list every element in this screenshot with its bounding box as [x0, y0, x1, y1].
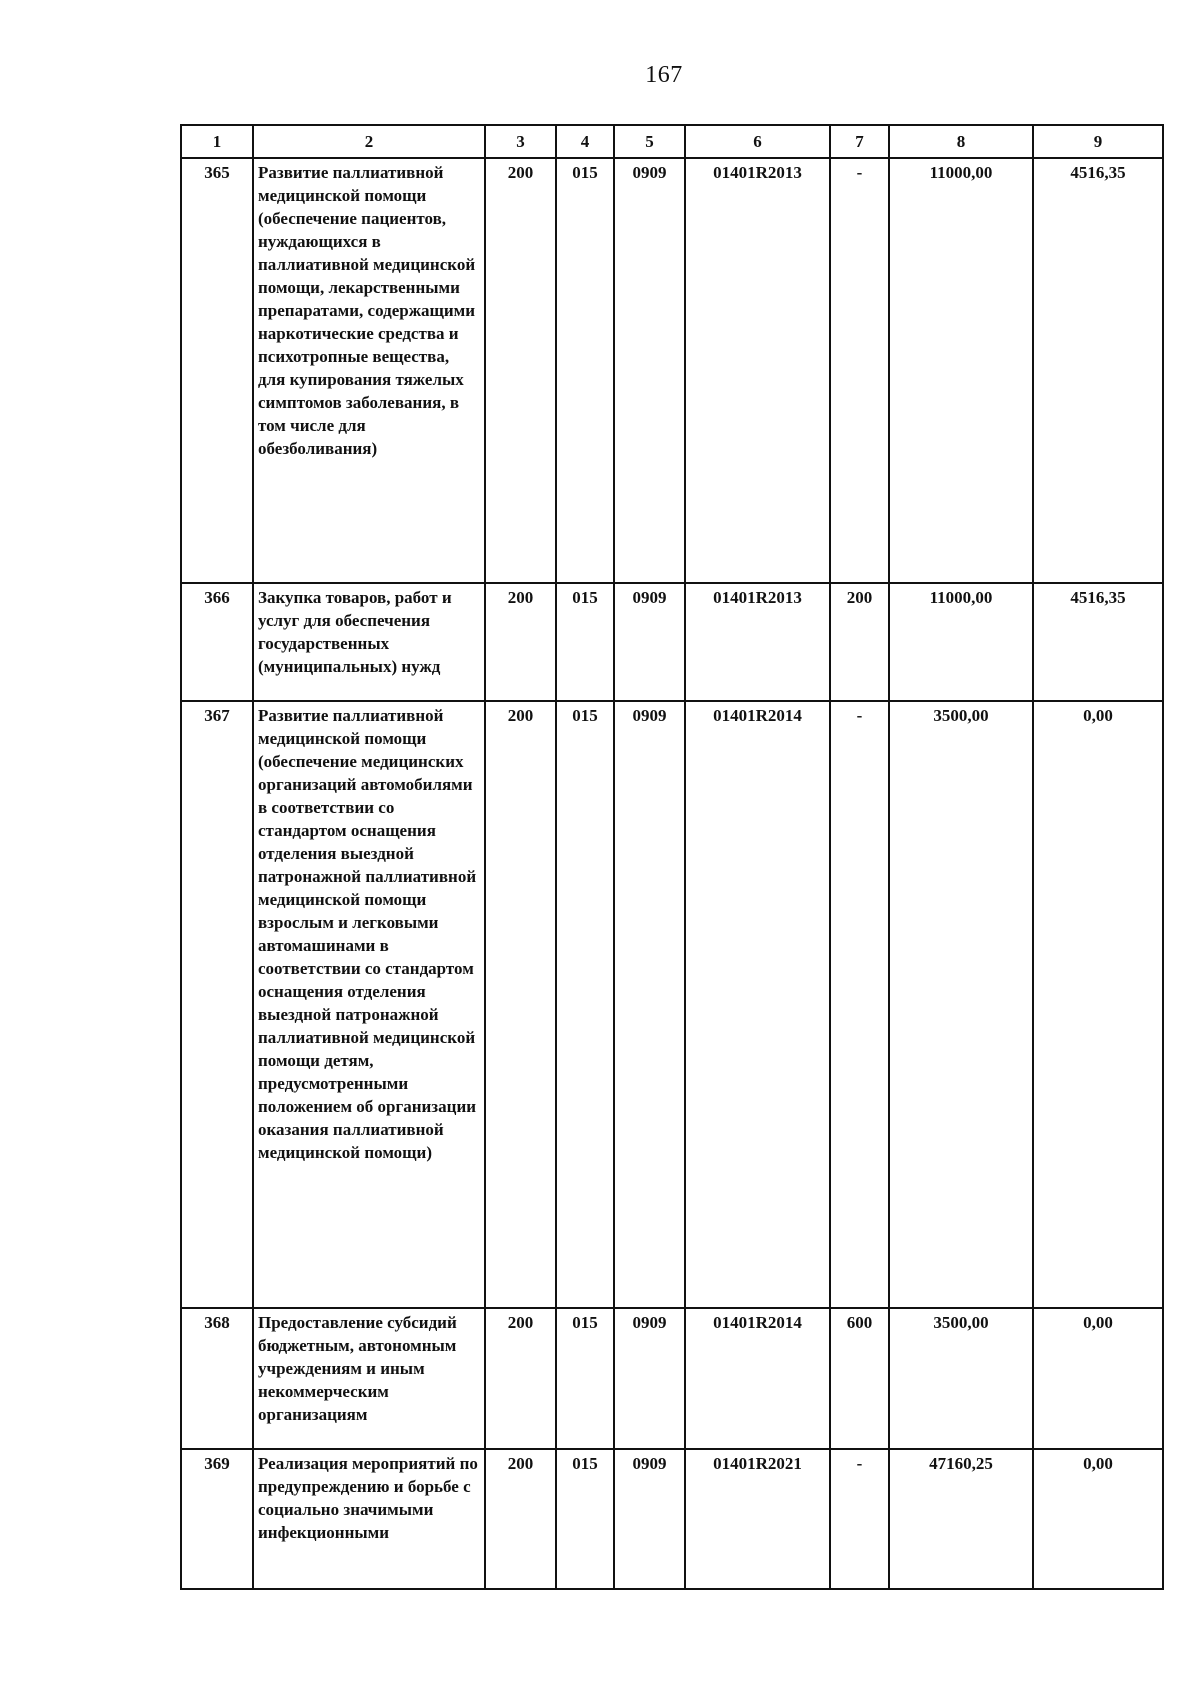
code-cell: 01401R2013 [685, 158, 830, 583]
code-cell: 200 [485, 701, 556, 1308]
code-cell: 01401R2014 [685, 701, 830, 1308]
column-header: 2 [253, 125, 485, 158]
page-number: 167 [645, 62, 683, 88]
code-cell: - [830, 158, 889, 583]
column-header: 8 [889, 125, 1033, 158]
code-cell: - [830, 1449, 889, 1589]
code-cell: 0909 [614, 1449, 685, 1589]
column-header: 5 [614, 125, 685, 158]
code-cell: 015 [556, 1449, 614, 1589]
column-header: 1 [181, 125, 253, 158]
code-cell: 0909 [614, 158, 685, 583]
header-row [181, 125, 1163, 158]
code-cell: 200 [485, 158, 556, 583]
row-number-cell: 365 [181, 158, 253, 583]
code-cell: 01401R2013 [685, 583, 830, 701]
row-number-cell: 366 [181, 583, 253, 701]
code-cell: - [830, 701, 889, 1308]
row-number-cell: 368 [181, 1308, 253, 1449]
item-name-cell: Закупка товаров, работ и услуг для обеспечения государственных (муниципальных) нужд [253, 583, 485, 701]
code-cell: 0909 [614, 583, 685, 701]
amount-cell: 3500,00 [889, 1308, 1033, 1449]
code-cell: 600 [830, 1308, 889, 1449]
code-cell: 015 [556, 701, 614, 1308]
column-header: 4 [556, 125, 614, 158]
code-cell: 015 [556, 158, 614, 583]
amount-cell: 0,00 [1033, 1449, 1163, 1589]
code-cell: 200 [485, 583, 556, 701]
item-name-cell: Предоставление субсидий бюджетным, автономным учреждениям и иным некоммерческим организациям [253, 1308, 485, 1449]
code-cell: 01401R2021 [685, 1449, 830, 1589]
code-cell: 01401R2014 [685, 1308, 830, 1449]
column-header: 3 [485, 125, 556, 158]
row-number-cell: 369 [181, 1449, 253, 1589]
amount-cell: 0,00 [1033, 701, 1163, 1308]
table-row [181, 701, 1163, 1308]
code-cell: 200 [830, 583, 889, 701]
code-cell: 015 [556, 583, 614, 701]
code-cell: 0909 [614, 701, 685, 1308]
item-name-cell: Развитие паллиативной медицинской помощи (обеспечение пациентов, нуждающихся в паллиативной медицинской помощи, лекарственными препаратами, содержащими наркотические средства и психотропные вещества, для купирования тяжелых симптомов заболевания, в том числе для обезболивания) [253, 158, 485, 583]
item-name-cell: Развитие паллиативной медицинской помощи (обеспечение медицинских организаций автомобилями в соответствии со стандартом оснащения отделения выездной патронажной паллиативной медицинской помощи взрослым и легковыми автомашинами в соответствии со стандартом оснащения отделения выездной патронажной паллиативной медицинской помощи детям, предусмотренными положением об организации оказания паллиативной медицинской помощи) [253, 701, 485, 1308]
code-cell: 015 [556, 1308, 614, 1449]
budget-table [180, 124, 1164, 1590]
amount-cell: 4516,35 [1033, 583, 1163, 701]
row-number-cell: 367 [181, 701, 253, 1308]
table-row [181, 1449, 1163, 1589]
amount-cell: 11000,00 [889, 158, 1033, 583]
amount-cell: 4516,35 [1033, 158, 1163, 583]
table-row [181, 1308, 1163, 1449]
amount-cell: 0,00 [1033, 1308, 1163, 1449]
item-name-cell: Реализация мероприятий по предупреждению и борьбе с социально значимыми инфекционными [253, 1449, 485, 1589]
column-header: 7 [830, 125, 889, 158]
code-cell: 200 [485, 1308, 556, 1449]
column-header: 6 [685, 125, 830, 158]
amount-cell: 47160,25 [889, 1449, 1033, 1589]
code-cell: 0909 [614, 1308, 685, 1449]
amount-cell: 3500,00 [889, 701, 1033, 1308]
table-row [181, 158, 1163, 583]
amount-cell: 11000,00 [889, 583, 1033, 701]
code-cell: 200 [485, 1449, 556, 1589]
column-header: 9 [1033, 125, 1163, 158]
table-row [181, 583, 1163, 701]
